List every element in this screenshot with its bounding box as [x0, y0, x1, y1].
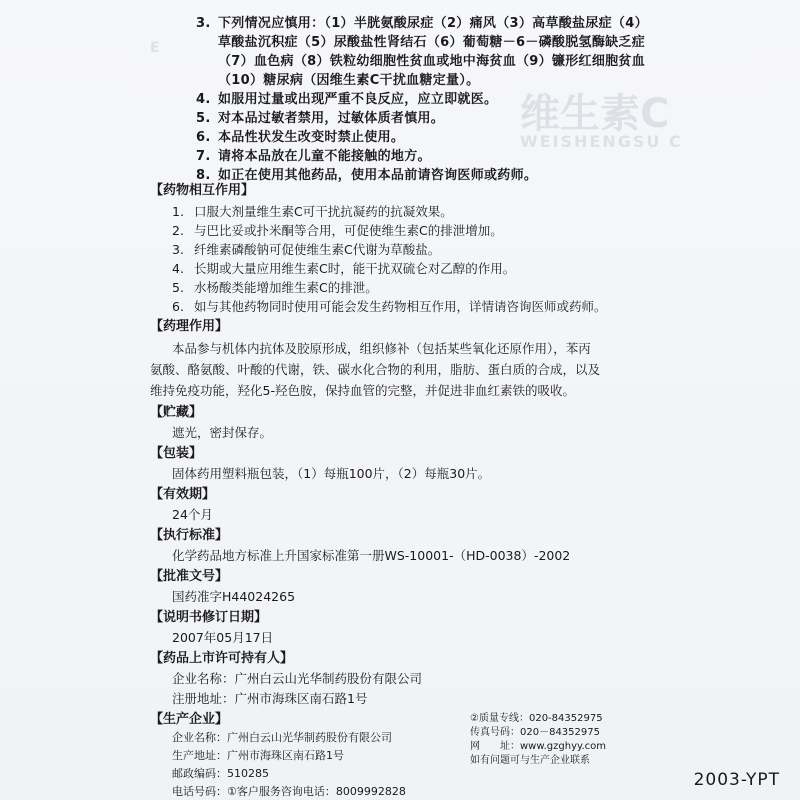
section-title-pharmacology: 【药理作用】: [150, 319, 229, 334]
list-item: （10）糖尿病（因维生素C干扰血糖定量）。: [218, 73, 480, 88]
list-item: 7. 请将本品放在儿童不能接触的地方。: [196, 149, 431, 164]
approval-number: 国药准字H44024265: [172, 589, 296, 604]
manufacturer-address: 生产地址：广州市海珠区南石路1号: [172, 749, 344, 762]
storage-text: 遮光，密封保存。: [172, 425, 273, 440]
list-item: 4. 如服用过量或出现严重不良反应，应立即就医。: [196, 92, 498, 107]
list-item: 3. 纤维素磷酸钠可促使维生素C代谢为草酸盐。: [172, 242, 441, 257]
list-item: 8. 如正在使用其他药品，使用本品前请咨询医师或药师。: [196, 168, 538, 183]
manufacturer-website: 网 址：www.gzghyy.com: [470, 741, 607, 752]
list-item: 3. 下列情况应慎用：（1）半胱氨酸尿症（2）痛风（3）高草酸盐尿症（4）: [196, 16, 648, 31]
list-item: 草酸盐沉积症（5）尿酸盐性肾结石（6）葡萄糖－6－磷酸脱氢酶缺乏症: [218, 35, 646, 50]
list-item: 2. 与巴比妥或扑米酮等合用，可促使维生素C的排泄增加。: [172, 223, 503, 238]
manufacturer-phone-quality: ②质量专线：020-84352975: [470, 713, 603, 724]
paragraph-line: 氨酸、酪氨酸、叶酸的代谢，铁、碳水化合物的利用，脂肪、蛋白质的合成，以及: [150, 362, 601, 377]
list-item: 5. 水杨酸类能增加维生素C的排泄。: [172, 280, 378, 295]
paragraph-line: 本品参与机体内抗体及胶原形成，组织修补（包括某些氧化还原作用），苯丙: [172, 341, 591, 356]
list-item: 6. 如与其他药物同时使用可能会发生药物相互作用，详情请咨询医师或药师。: [172, 299, 607, 314]
show-through-text: 维生素C: [520, 91, 670, 137]
mah-address: 注册地址：广州市海珠区南石路1号: [172, 691, 368, 706]
section-title-manufacturer: 【生产企业】: [150, 712, 229, 727]
list-item: （7）血色病（8）铁粒幼细胞性贫血或地中海贫血（9）镰形红细胞贫血: [218, 54, 646, 69]
manufacturer-fax: 传真号码：020－84352975: [470, 727, 600, 738]
package-text: 固体药用塑料瓶包装，（1）每瓶100片，（2）每瓶30片。: [172, 466, 491, 481]
section-title-validity: 【有效期】: [150, 487, 216, 502]
manufacturer-postcode: 邮政编码：510285: [172, 767, 269, 780]
validity-text: 24个月: [172, 507, 213, 522]
section-title-standard: 【执行标准】: [150, 528, 229, 543]
manufacturer-phone: 电话号码：①客户服务咨询电话：8009992828: [172, 785, 406, 798]
standard-text: 化学药品地方标准上升国家标准第一册WS-10001-（HD-0038）-2002: [172, 548, 571, 563]
manufacturer-name: 企业名称：广州白云山光华制药股份有限公司: [172, 731, 392, 744]
revision-date: 2007年05月17日: [172, 630, 274, 645]
list-item: 6. 本品性状发生改变时禁止使用。: [196, 130, 405, 145]
show-through-text: E: [150, 40, 160, 56]
section-title-revision: 【说明书修订日期】: [150, 610, 268, 625]
manufacturer-contact: 如有问题可与生产企业联系: [470, 755, 590, 766]
mah-name: 企业名称：广州白云山光华制药股份有限公司: [172, 671, 423, 686]
list-item: 4. 长期或大量应用维生素C时，能干扰双硫仑对乙醇的作用。: [172, 261, 516, 276]
print-code: 2003-YPT: [693, 770, 780, 790]
section-title-package: 【包装】: [150, 446, 203, 461]
paragraph-line: 维持免疫功能，羟化5-羟色胺，保持血管的完整，并促进非血红素铁的吸收。: [150, 383, 575, 398]
section-title-mah: 【药品上市许可持有人】: [150, 651, 294, 666]
list-item: 1. 口服大剂量维生素C可干扰抗凝药的抗凝效果。: [172, 204, 453, 219]
section-title-storage: 【贮藏】: [150, 405, 203, 420]
show-through-text: WEISHENGSU C: [520, 132, 683, 151]
section-title-interactions: 【药物相互作用】: [150, 183, 255, 198]
list-item: 5. 对本品过敏者禁用，过敏体质者慎用。: [196, 111, 445, 126]
section-title-approval: 【批准文号】: [150, 569, 229, 584]
